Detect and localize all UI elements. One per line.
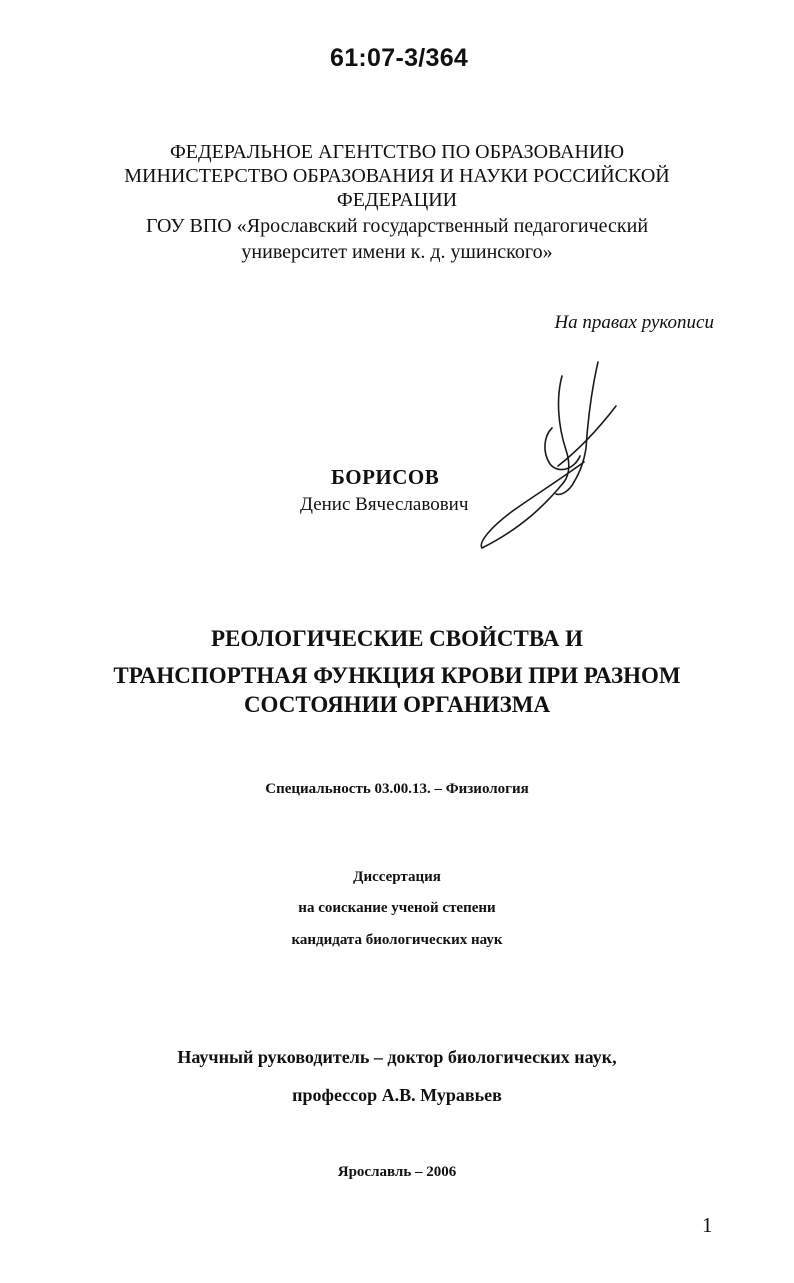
specialty: Специальность 03.00.13. – Физиология [265,781,529,797]
thesis-title-line-2: ТРАНСПОРТНАЯ ФУНКЦИЯ КРОВИ ПРИ РАЗНОМ [113,663,681,688]
supervisor-name: профессор А.В. Муравьев [292,1085,502,1105]
organization-line-federation: ФЕДЕРАЦИИ [336,189,458,211]
rights-note: На правах рукописи [554,312,714,333]
place-and-year: Ярославль – 2006 [337,1164,457,1180]
author-given-names: Денис Вячеславович [300,494,469,515]
supervisor-title: Научный руководитель – доктор биологических наук, [177,1047,617,1067]
signature-stroke [481,462,584,548]
handwritten-signature [470,358,630,558]
dissertation-degree-line: на соискание ученой степени [298,900,496,916]
organization-line-university-name: университет имени к. д. ушинского» [241,241,553,263]
catalog-number: 61:07-3/364 [330,44,469,72]
organization-line-ministry: МИНИСТЕРСТВО ОБРАЗОВАНИЯ И НАУКИ РОССИЙСКОЙ [124,165,670,187]
page-number: 1 [702,1213,713,1237]
thesis-title-line-3: СОСТОЯНИИ ОРГАНИЗМА [243,692,551,717]
author-surname: БОРИСОВ [331,465,440,489]
signature-stroke [559,376,569,482]
dissertation-degree-name: кандидата биологических наук [291,932,503,948]
organization-line-university: ГОУ ВПО «Ярославский государственный педагогический [145,215,649,237]
thesis-title-line-1: РЕОЛОГИЧЕСКИЕ СВОЙСТВА И [211,626,583,651]
organization-line-agency: ФЕДЕРАЛЬНОЕ АГЕНТСТВО ПО ОБРАЗОВАНИЮ [169,141,624,163]
dissertation-label: Диссертация [353,869,441,885]
signature-stroke [574,362,598,482]
